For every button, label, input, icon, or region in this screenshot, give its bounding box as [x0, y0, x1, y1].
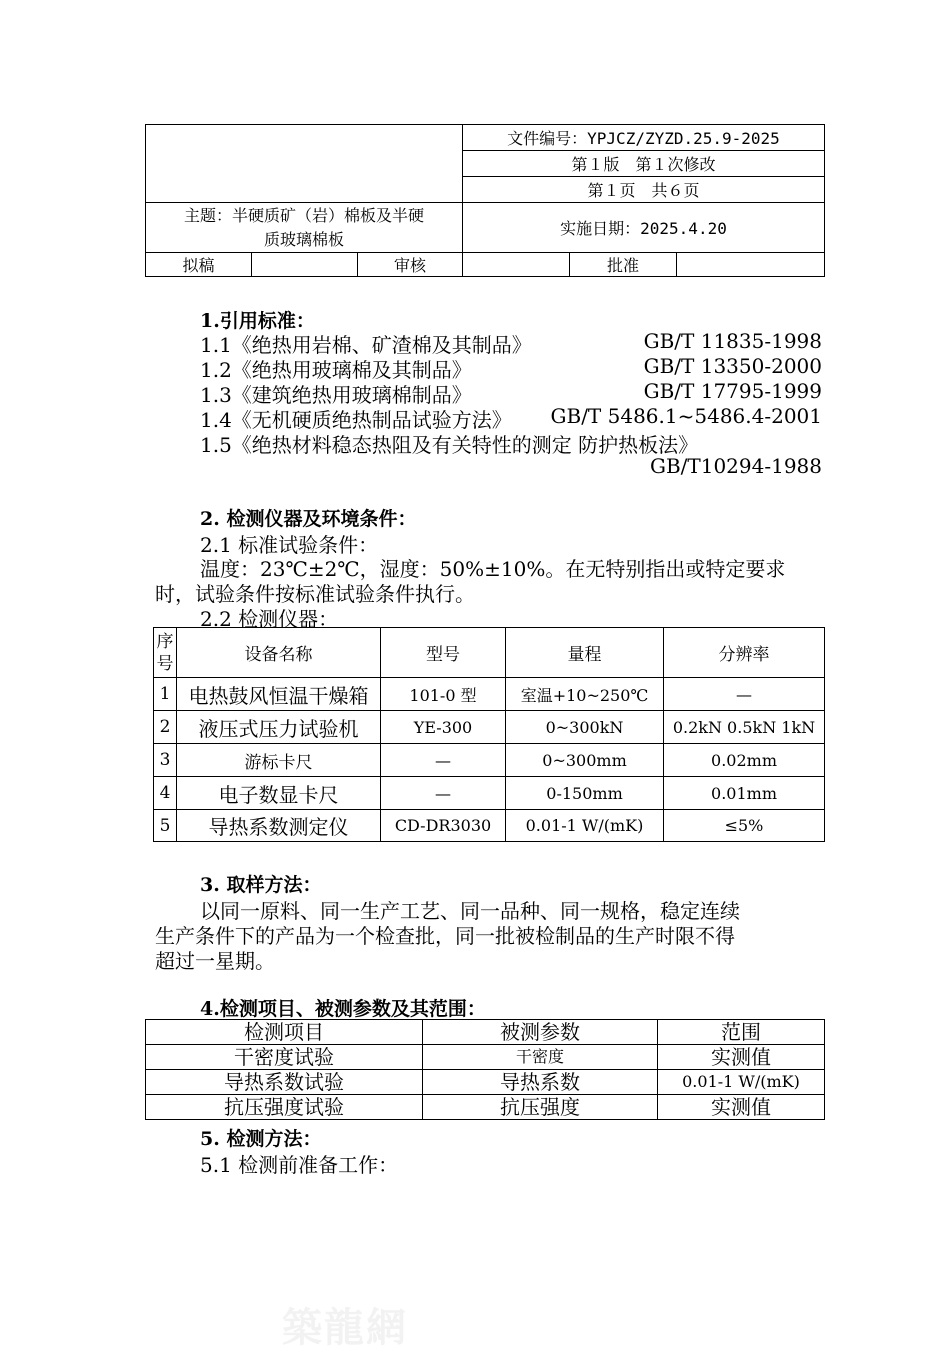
standard-5-name: 1.5《绝热材料稳态热阻及有关特性的测定 防护热板法》 — [200, 433, 699, 457]
standard-4-name: 1.4《无机硬质绝热制品试验方法》 — [200, 408, 512, 432]
items-header-param: 被测参数 — [423, 1020, 658, 1045]
header-seq — [154, 628, 177, 678]
table-row — [146, 1095, 825, 1120]
standard-1-name: 1.1《绝热用岩棉、矿渣棉及其制品》 — [200, 333, 532, 357]
row-3-resolution: 0.02mm — [664, 744, 825, 777]
row-1-device: 电热鼓风恒温干燥箱 — [177, 678, 381, 711]
standard-5-code: GB/T10294-1988 — [649, 454, 822, 478]
section-2-2-title: 2.2 检测仪器： — [200, 607, 339, 631]
row-1-range: 室温+10~250℃ — [506, 678, 664, 711]
table-row — [146, 1070, 825, 1095]
signature-left — [146, 253, 462, 276]
row-5-seq: 5 — [154, 810, 177, 842]
conditions-line-2: 时，试验条件按标准试验条件执行。 — [155, 582, 475, 606]
table-row — [146, 1045, 825, 1070]
row-2-model: YE-300 — [381, 711, 506, 744]
section-3-title: 3. 取样方法： — [200, 874, 322, 896]
row-2-seq: 2 — [154, 711, 177, 744]
section-4-title: 4.检测项目、被测参数及其范围： — [200, 998, 486, 1020]
item-3-name: 抗压强度试验 — [146, 1095, 423, 1120]
item-3-param: 抗压强度 — [423, 1095, 658, 1120]
test-items-table — [145, 1019, 825, 1120]
row-3-seq: 3 — [154, 744, 177, 777]
item-3-range: 实测值 — [658, 1095, 825, 1120]
watermark: 築龍網 — [282, 1304, 408, 1351]
subject-line-2: 质玻璃棉板 — [263, 229, 344, 249]
table-row — [154, 678, 825, 711]
header-resolution: 分辨率 — [664, 628, 825, 678]
table-row — [154, 810, 825, 842]
row-5-device: 导热系数测定仪 — [177, 810, 381, 842]
row-2-device: 液压式压力试验机 — [177, 711, 381, 744]
standard-4-code: GB/T 5486.1~5486.4-2001 — [550, 404, 822, 428]
row-3-range: 0~300mm — [506, 744, 664, 777]
conditions-line-1: 温度：23℃±2℃，湿度：50%±10%。在无特别指出或特定要求 — [200, 557, 786, 581]
items-header-range: 范围 — [658, 1020, 825, 1045]
effective-date: 实施日期：2025.4.20 — [463, 203, 825, 253]
item-1-name: 干密度试验 — [146, 1045, 423, 1070]
table-row — [154, 744, 825, 777]
document-header-table — [145, 124, 825, 277]
row-5-range: 0.01-1 W/(mK) — [506, 810, 664, 842]
header-blank-cell — [146, 125, 463, 203]
header-seq-text: 序号 — [156, 631, 174, 674]
header-range: 量程 — [506, 628, 664, 678]
sampling-line-3: 超过一星期。 — [155, 949, 275, 973]
header-model: 型号 — [381, 628, 506, 678]
row-4-model: — — [381, 777, 506, 810]
item-1-param: 干密度 — [423, 1045, 658, 1070]
row-5-resolution: ≤5% — [664, 810, 825, 842]
row-4-seq: 4 — [154, 777, 177, 810]
review-label: 审核 — [393, 256, 426, 275]
row-4-resolution: 0.01mm — [664, 777, 825, 810]
section-2-1-title: 2.1 标准试验条件： — [200, 533, 379, 557]
row-3-model: — — [381, 744, 506, 777]
row-5-model: CD-DR3030 — [381, 810, 506, 842]
table-row — [154, 711, 825, 744]
page-info: 第１页 共６页 — [463, 177, 825, 203]
document-subject — [146, 203, 463, 253]
items-header-item: 检测项目 — [146, 1020, 423, 1045]
item-2-name: 导热系数试验 — [146, 1070, 423, 1095]
approve-label: 批准 — [570, 253, 677, 277]
table-header-row — [154, 628, 825, 678]
standard-1-code: GB/T 11835-1998 — [643, 329, 822, 353]
item-2-range: 0.01-1 W/(mK) — [658, 1070, 825, 1095]
row-1-model: 101-0 型 — [381, 678, 506, 711]
table-row — [154, 777, 825, 810]
standard-2-name: 1.2《绝热用玻璃棉及其制品》 — [200, 358, 472, 382]
approve-signature — [677, 253, 825, 277]
item-1-range: 实测值 — [658, 1045, 825, 1070]
row-2-range: 0~300kN — [506, 711, 664, 744]
row-2-resolution: 0.2kN 0.5kN 1kN — [664, 711, 825, 744]
item-2-param: 导热系数 — [423, 1070, 658, 1095]
standard-3-code: GB/T 17795-1999 — [643, 379, 822, 403]
row-4-range: 0-150mm — [506, 777, 664, 810]
sampling-line-2: 生产条件下的产品为一个检查批，同一批被检制品的生产时限不得 — [155, 924, 735, 948]
standard-3-name: 1.3《建筑绝热用玻璃棉制品》 — [200, 383, 472, 407]
section-5-1-title: 5.1 检测前准备工作： — [200, 1153, 399, 1177]
row-3-device: 游标卡尺 — [177, 744, 381, 777]
items-header-row — [146, 1020, 825, 1045]
header-device: 设备名称 — [177, 628, 381, 678]
row-1-resolution: — — [664, 678, 825, 711]
doc-number: 文件编号：YPJCZ/ZYZD.25.9-2025 — [463, 125, 825, 151]
instrument-table — [153, 627, 825, 842]
standard-2-code: GB/T 13350-2000 — [643, 354, 822, 378]
sampling-line-1: 以同一原料、同一生产工艺、同一品种、同一规格，稳定连续 — [200, 899, 740, 923]
section-2-title: 2. 检测仪器及环境条件： — [200, 508, 417, 530]
subject-line-1: 主题：半硬质矿（岩）棉板及半硬 — [183, 205, 424, 225]
section-1-title: 1.引用标准： — [200, 310, 315, 332]
section-5-title: 5. 检测方法： — [200, 1128, 322, 1150]
review-signature — [463, 253, 570, 277]
draft-label: 拟稿 — [146, 253, 252, 276]
row-4-device: 电子数显卡尺 — [177, 777, 381, 810]
row-1-seq: 1 — [154, 678, 177, 711]
draft-signature — [252, 253, 358, 276]
version-info: 第１版 第１次修改 — [463, 151, 825, 177]
